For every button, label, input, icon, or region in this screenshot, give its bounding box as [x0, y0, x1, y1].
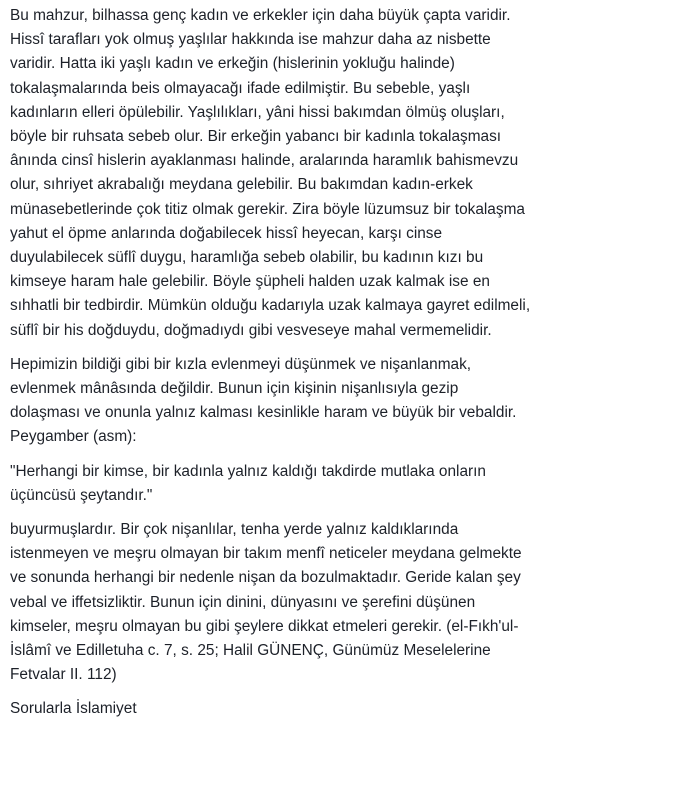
text-line: olur, sıhriyet akrabalığı meydana gelebilir. Bu bakımdan kadın-erkek — [10, 176, 473, 194]
quote-paragraph — [10, 460, 698, 508]
text-line: süflî bir his doğduydu, doğmadıydı gibi vesveseye mahal vermemelidir. — [10, 321, 492, 339]
source-text: Sorularla İslamiyet — [10, 700, 137, 718]
text-line: İslâmî ve Edilletuha c. 7, s. 25; Halil GÜNENÇ, Günümüz Meselelerine — [10, 642, 491, 660]
text-line: "Herhangi bir kimse, bir kadınla yalnız kaldığı takdirde mutlaka onların — [10, 462, 486, 480]
source-line — [10, 697, 698, 721]
text-line: dolaşması ve onunla yalnız kalması kesinlikle haram ve büyük bir vebaldir. — [10, 404, 517, 422]
text-line: Fetvalar II. 112) — [10, 666, 117, 684]
text-line: duyulabilecek süflî duygu, haramlığa sebeb olabilir, bu kadının kızı bu — [10, 249, 484, 267]
text-line: ânında cinsî hislerin ayaklanması halinde, aralarında haramlık bahismevzu — [10, 152, 519, 170]
text-line: ve sonunda herhangi bir nedenle nişan da bozulmaktadır. Geride kalan şey — [10, 569, 521, 587]
text-line: münasebetlerinde çok titiz olmak gerekir. Zira böyle lüzumsuz bir tokalaşma — [10, 200, 525, 218]
text-line: buyurmuşlardır. Bir çok nişanlılar, tenha yerde yalnız kaldıklarında — [10, 521, 459, 539]
text-line: kimseler, meşru olmayan bu gibi şeylere dikkat etmeleri gerekir. (el-Fıkh'ul- — [10, 617, 519, 635]
text-line: böyle bir ruhsata sebeb olur. Bir erkeğin yabancı bir kadınla tokalaşması — [10, 128, 502, 146]
text-line: kadınların elleri öpülebilir. Yaşlılıkları, yâni hissi bakımdan ölmüş oluşları, — [10, 103, 505, 121]
text-line: üçüncüsü şeytandır." — [10, 486, 153, 504]
text-line: kimseye haram hale gelebilir. Böyle şüpheli halden uzak kalmak ise en — [10, 273, 490, 291]
text-line: Hissî tarafları yok olmuş yaşlılar hakkında ise mahzur daha az nisbette — [10, 31, 491, 49]
text-line: varidir. Hatta iki yaşlı kadın ve erkeğin (hislerinin yokluğu halinde) — [10, 55, 455, 73]
text-line: Peygamber (asm): — [10, 428, 137, 446]
text-line: sıhhatli bir tedbirdir. Mümkün olduğu kadarıyla uzak kalmaya gayret edilmeli, — [10, 297, 531, 315]
text-line: evlenmek mânâsında değildir. Bunun için kişinin nişanlısıyla gezip — [10, 380, 459, 398]
text-line: Bu mahzur, bilhassa genç kadın ve erkekler için daha büyük çapta varidir. — [10, 7, 511, 24]
text-line: yahut el öpme anlarında doğabilecek hissî heyecan, karşı cinse — [10, 224, 443, 242]
text-line: Hepimizin bildiği gibi bir kızla evlenmeyi düşünmek ve nişanlanmak, — [10, 355, 472, 373]
paragraph-2 — [10, 353, 698, 450]
text-line: tokalaşmalarında beis olmayacağı ifade edilmiştir. Bu sebeble, yaşlı — [10, 79, 471, 97]
paragraph-4 — [10, 518, 698, 687]
paragraph-1 — [10, 4, 698, 343]
text-line: istenmeyen ve meşru olmayan bir takım menfî neticeler meydana gelmekte — [10, 545, 522, 563]
text-line: vebal ve iffetsizliktir. Bunun için dinini, dünyasını ve şerefini düşünen — [10, 593, 476, 611]
